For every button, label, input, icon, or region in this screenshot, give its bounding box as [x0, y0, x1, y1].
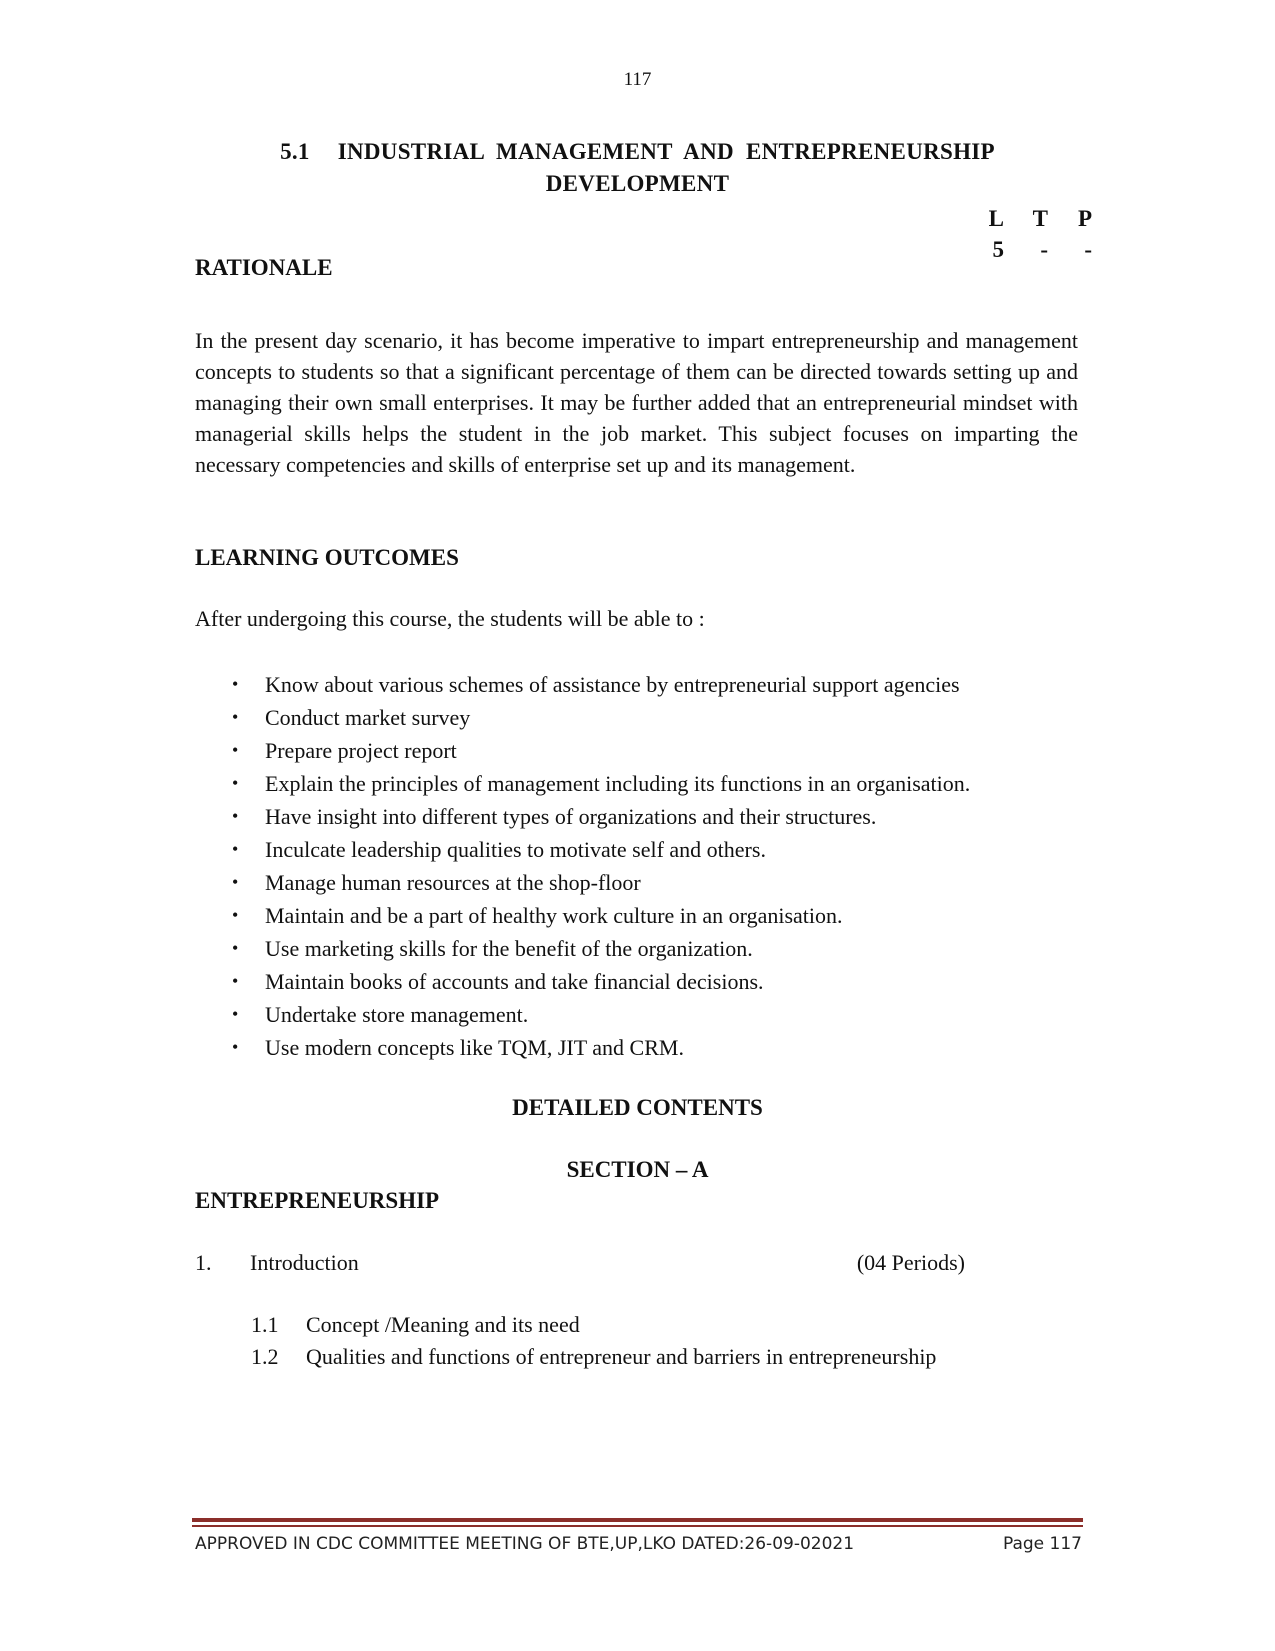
list-item: • Use modern concepts like TQM, JIT and CRM. [232, 1031, 970, 1064]
course-title [180, 136, 1095, 200]
bullet-icon: • [232, 773, 239, 793]
footer-approval-text: APPROVED IN CDC COMMITTEE MEETING OF BTE,UP,LKO DATED:26-09-02021 [195, 1534, 855, 1554]
bullet-icon: • [232, 707, 239, 727]
course-title-line-2: DEVELOPMENT [545, 171, 730, 196]
list-item: • Prepare project report [232, 734, 970, 767]
ltp-table [960, 203, 1092, 265]
course-title-line-1 [180, 136, 1095, 168]
list-item: • Inculcate leadership qualities to motivate self and others. [232, 833, 970, 866]
course-title-text: INDUSTRIAL MANAGEMENT AND ENTREPRENEURSHIP [337, 139, 995, 164]
topic-row [195, 1250, 965, 1276]
subtopic-item: 1.1 Concept /Meaning and its need [251, 1312, 580, 1337]
bullet-icon: • [232, 905, 239, 925]
bullet-icon: • [232, 674, 239, 694]
bullet-icon: • [232, 971, 239, 991]
ltp-header-t: T [1032, 206, 1048, 231]
ltp-header-p: P [1077, 206, 1092, 231]
footer-page-label: Page 117 [1002, 1534, 1082, 1554]
page-number: 117 [623, 69, 652, 90]
bullet-icon: • [232, 1004, 239, 1024]
bullet-icon: • [232, 938, 239, 958]
list-item: • Conduct market survey [232, 701, 970, 734]
course-number: 5.1 [280, 139, 310, 164]
topic-name: Introduction [250, 1250, 359, 1275]
ltp-value-p: - [1084, 237, 1092, 262]
list-item: • Explain the principles of management including its functions in an organisation. [232, 767, 970, 800]
list-item: • Know about various schemes of assistance by entrepreneurial support agencies [232, 668, 970, 701]
topic-number: 1. [195, 1250, 212, 1275]
list-item: • Maintain books of accounts and take financial decisions. [232, 965, 970, 998]
ltp-value-t: - [1040, 237, 1048, 262]
rationale-text: In the present day scenario, it has become imperative to impart entrepreneurship and management concepts to students so that a significant percentage of them can be directed towards setting up and managing their own small enterprises. It may be further added that an entrepreneurial mindset with managerial skills helps the student in the job market. This subject focuses on imparting the necessary competencies and skills of enterprise set up and its management. [195, 328, 1078, 477]
rationale-heading: RATIONALE [195, 255, 333, 280]
list-item: • Manage human resources at the shop-floor [232, 866, 970, 899]
topic-periods: (04 Periods) [856, 1250, 965, 1275]
subtopic-item: 1.2 Qualities and functions of entrepreneur and barriers in entrepreneurship [251, 1344, 937, 1369]
ltp-header-l: L [988, 206, 1004, 231]
list-item: • Have insight into different types of organizations and their structures. [232, 800, 970, 833]
learning-outcomes-heading: LEARNING OUTCOMES [195, 545, 459, 570]
bullet-icon: • [232, 806, 239, 826]
learning-outcomes-list [232, 668, 970, 1064]
list-item: • Use marketing skills for the benefit of the organization. [232, 932, 970, 965]
list-item: • Undertake store management. [232, 998, 970, 1031]
detailed-contents-heading: DETAILED CONTENTS [512, 1095, 763, 1120]
bullet-icon: • [232, 839, 239, 859]
part-heading: ENTREPRENEURSHIP [195, 1188, 440, 1213]
list-item: • Maintain and be a part of healthy work culture in an organisation. [232, 899, 970, 932]
ltp-header-row [960, 203, 1092, 234]
footer-divider-thick [192, 1518, 1083, 1522]
ltp-value-row [960, 234, 1092, 265]
bullet-icon: • [232, 1037, 239, 1057]
subtopic-list [251, 1309, 936, 1373]
section-heading: SECTION – A [566, 1157, 709, 1182]
learning-outcomes-intro: After undergoing this course, the students will be able to : [195, 606, 705, 631]
footer-divider-thin [192, 1525, 1083, 1527]
bullet-icon: • [232, 872, 239, 892]
ltp-value-l: 5 [992, 237, 1004, 262]
bullet-icon: • [232, 740, 239, 760]
